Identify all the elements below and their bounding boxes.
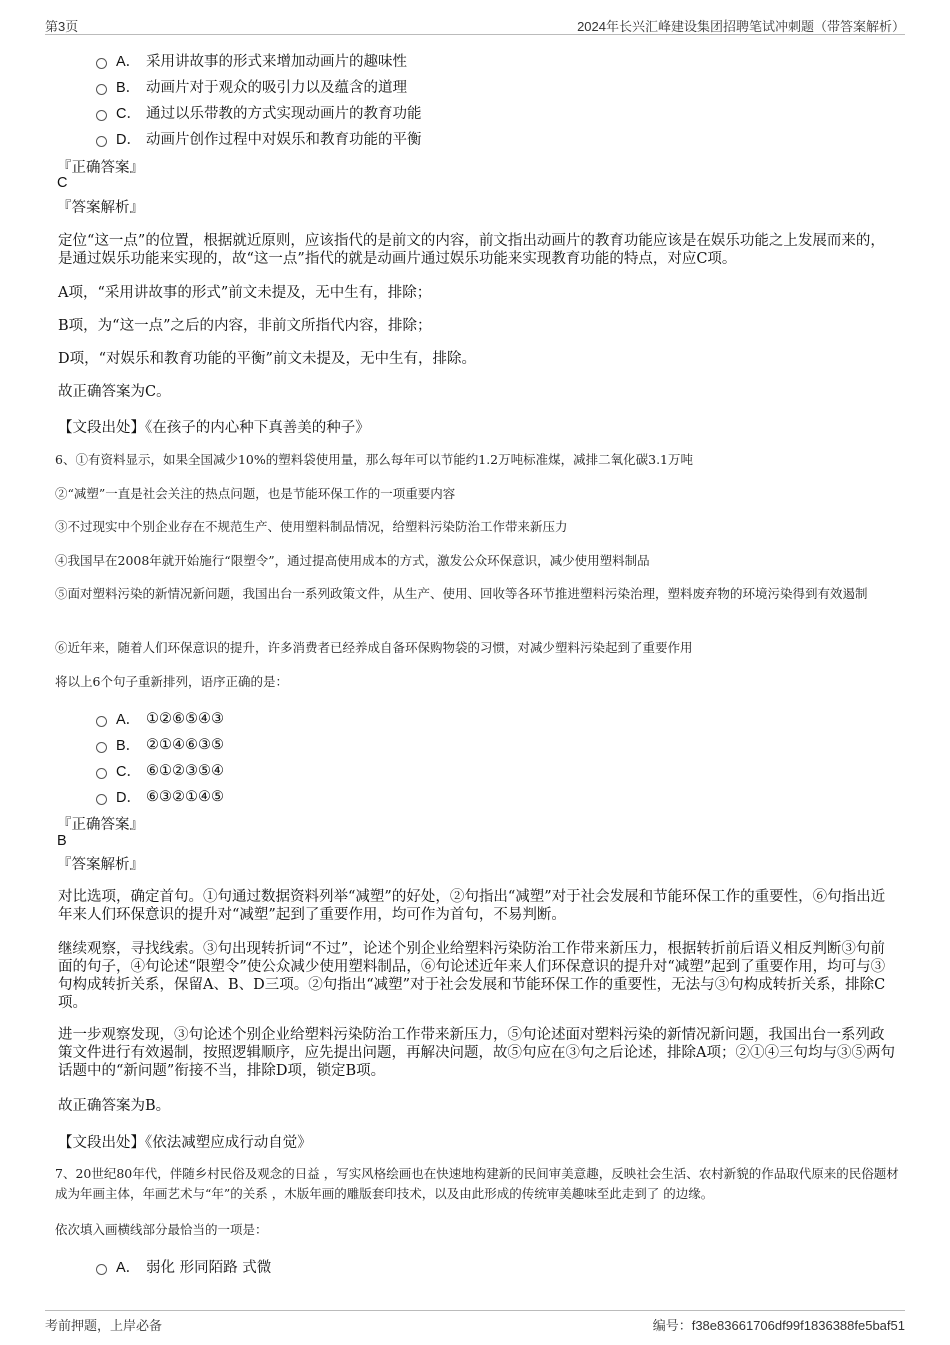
radio-icon[interactable] [96,110,107,121]
radio-icon[interactable] [96,1264,107,1275]
q5-option-a[interactable]: A． 采用讲故事的形式来增加动画片的趣味性 [96,50,407,71]
q6-analysis-p4: 故正确答案为B。 [58,1098,171,1114]
q6-source: 【文段出处】《依法减塑应成行动自觉》 [58,1135,312,1151]
q6-option-d[interactable]: D． ⑥③②①④⑤ [96,786,224,807]
q5-answer: C [57,175,68,191]
footer-serial: 编号：f38e83661706df99f1836388fe5baf51 [652,1318,905,1333]
q6-answer-label: 『正确答案』 [57,817,144,833]
q5-answer-label: 『正确答案』 [57,160,144,176]
radio-icon[interactable] [96,768,107,779]
q6-option-c[interactable]: C． ⑥①②③⑤④ [96,760,224,781]
q5-analysis-label: 『答案解析』 [57,200,144,216]
radio-icon[interactable] [96,794,107,805]
q6-analysis-p3: 进一步观察发现，③句论述个别企业给塑料污染防治工作带来新压力，⑤句论述面对塑料污染的新情况新问题，我国出台一系列政策文件进行有效遏制，按照逻辑顺序，应先提出问题，再解决问题，故⑤句应在③句之后论述，排除A项；②①④三句均与③⑤两句话题中的“新问题”衔接不当，排除D项，锁定B项。 [58,1027,895,1079]
q6-sentence-1: 6、①有资料显示，如果全国减少10%的塑料袋使用量，那么每年可以节能约1.2万吨标准煤，减排二氧化碳3.1万吨 [55,452,693,467]
q6-analysis-p2: 继续观察，寻找线索。③句出现转折词“不过”，论述个别企业给塑料污染防治工作带来新压力，根据转折前后语义相反判断③句前面的句子，④句论述“限塑令”使公众减少使用塑料制品，⑥句论述近年来人们环保意识的提升对“减塑”起到了重要作用，均可与③句构成转折关系，保留A、B、D三项。②句指出“减塑”对于社会发展和节能环保工作的重要性，无法与③句构成转折关系，排除C项。 [58,941,886,1011]
q5-analysis-p2: A项，“采用讲故事的形式”前文未提及，无中生有，排除； [58,285,432,301]
q5-analysis-p3: B项，为“这一点”之后的内容，非前文所指代内容，排除； [58,318,432,334]
q6-analysis-label: 『答案解析』 [57,857,144,873]
q7-stem: 7、20世纪80年代，伴随乡村民俗及观念的日益 ，写实风格绘画也在快速地构建新的民间审美意趣，反映社会生活、农村新貌的作品取代原来的民俗题材成为年画主体，年画艺术与“年”的关系 ，木版年画的雕版套印技术，以及由此形成的传统审美趣味至此走到了 的边缘。 [55,1166,899,1201]
q6-option-b[interactable]: B． ②①④⑥③⑤ [96,734,224,755]
radio-icon[interactable] [96,136,107,147]
radio-icon[interactable] [96,716,107,727]
page-number: 第3页 [45,19,79,34]
q7-option-a[interactable]: A． 弱化 形同陌路 式微 [96,1256,271,1277]
q5-source: 【文段出处】《在孩子的内心种下真善美的种子》 [58,420,370,436]
page-footer [45,1310,905,1337]
q5-analysis-p1: 定位“这一点”的位置，根据就近原则，应该指代的是前文的内容，前文指出动画片的教育功能应该是在娱乐功能之上发展而来的，是通过娱乐功能来实现的，故“这一点”指代的就是动画片通过娱乐功能来实现教育功能的特点，对应C项。 [58,233,885,267]
q6-answer: B [57,833,67,849]
page-header [45,14,905,35]
q6-sentence-5: ⑤面对塑料污染的新情况新问题，我国出台一系列政策文件，从生产、使用、回收等各环节推进塑料污染治理，塑料废弃物的环境污染得到有效遏制 [55,586,868,601]
q6-sentence-4: ④我国早在2008年就开始施行“限塑令”，通过提高使用成本的方式，激发公众环保意识，减少使用塑料制品 [55,553,650,568]
q5-option-d[interactable]: D． 动画片创作过程中对娱乐和教育功能的平衡 [96,128,422,149]
q6-sentence-6: ⑥近年来，随着人们环保意识的提升，许多消费者已经养成自备环保购物袋的习惯，对减少塑料污染起到了重要作用 [55,640,693,655]
q6-sentence-2: ②“减塑”一直是社会关注的热点问题，也是节能环保工作的一项重要内容 [55,486,456,501]
q6-prompt: 将以上6个句子重新排列，语序正确的是： [55,674,288,689]
footer-slogan: 考前押题，上岸必备 [45,1318,163,1333]
q6-sentence-3: ③不过现实中个别企业存在不规范生产、使用塑料制品情况，给塑料污染防治工作带来新压力 [55,519,568,534]
document-title: 2024年长兴汇峰建设集团招聘笔试冲刺题（带答案解析） [577,19,905,34]
q6-analysis-p1: 对比选项，确定首句。①句通过数据资料列举“减塑”的好处，②句指出“减塑”对于社会发展和节能环保工作的重要性，⑥句指出近年来人们环保意识的提升对“减塑”起到了重要作用，均可作为首句，不易判断。 [58,889,886,923]
q6-option-a[interactable]: A． ①②⑥⑤④③ [96,708,224,729]
radio-icon[interactable] [96,84,107,95]
radio-icon[interactable] [96,742,107,753]
radio-icon[interactable] [96,58,107,69]
q5-option-c[interactable]: C． 通过以乐带教的方式实现动画片的教育功能 [96,102,422,123]
q5-option-b[interactable]: B． 动画片对于观众的吸引力以及蕴含的道理 [96,76,407,97]
q5-analysis-p4: D项，“对娱乐和教育功能的平衡”前文未提及，无中生有，排除。 [58,351,476,367]
q5-analysis-p5: 故正确答案为C。 [58,384,171,400]
q7-prompt: 依次填入画横线部分最恰当的一项是： [55,1222,268,1237]
